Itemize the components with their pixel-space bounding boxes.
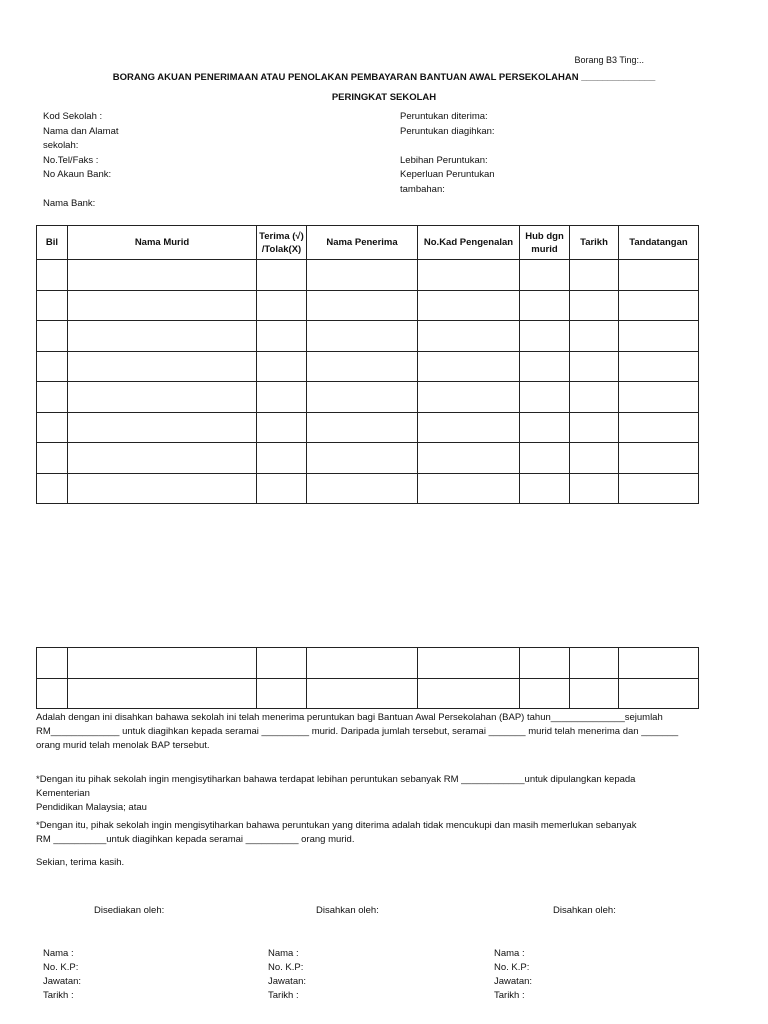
- table-cell[interactable]: [570, 321, 619, 352]
- table-cell[interactable]: [68, 412, 257, 443]
- table-cell[interactable]: [68, 290, 257, 321]
- declaration-line: orang murid telah menolak BAP tersebut.: [36, 740, 210, 751]
- table-cell[interactable]: [37, 260, 68, 291]
- table-cell[interactable]: [418, 290, 520, 321]
- spacer: [43, 183, 119, 198]
- table-cell[interactable]: [37, 351, 68, 382]
- table-cell[interactable]: [520, 412, 570, 443]
- table-cell[interactable]: [257, 678, 307, 709]
- table-cell[interactable]: [307, 382, 418, 413]
- surplus-line: Pendidikan Malaysia; atau: [36, 802, 147, 813]
- header-tarikh: Tarikh: [570, 226, 619, 260]
- table-cell[interactable]: [68, 321, 257, 352]
- approved-by-label: Disahkan oleh:: [316, 905, 379, 916]
- table-cell[interactable]: [68, 473, 257, 504]
- table-cell[interactable]: [307, 260, 418, 291]
- sig-jawatan: Jawatan:: [268, 976, 307, 987]
- table-cell[interactable]: [418, 473, 520, 504]
- table-cell[interactable]: [418, 443, 520, 474]
- table-cell[interactable]: [37, 648, 68, 679]
- table-cell[interactable]: [520, 351, 570, 382]
- table-cell[interactable]: [570, 290, 619, 321]
- sig-nama: Nama :: [268, 948, 299, 959]
- table-cell[interactable]: [307, 351, 418, 382]
- table-cell[interactable]: [68, 382, 257, 413]
- signature-block-3: [494, 947, 532, 1003]
- table-cell[interactable]: [520, 382, 570, 413]
- closing-text: Sekian, terima kasih.: [36, 857, 125, 868]
- surplus-paragraph: [36, 773, 696, 815]
- table-cell[interactable]: [257, 473, 307, 504]
- declaration-line: RM_____________ untuk diagihkan kepada seramai _________ murid. Daripada jumlah tersebut, seramai _______ murid telah menerima dan _______: [36, 726, 679, 737]
- field-kod-sekolah: Kod Sekolah :: [43, 111, 103, 122]
- table-cell[interactable]: [619, 321, 699, 352]
- table-cell[interactable]: [68, 351, 257, 382]
- table-cell[interactable]: [570, 412, 619, 443]
- table-cell[interactable]: [520, 648, 570, 679]
- header-nama-penerima: Nama Penerima: [307, 226, 418, 260]
- table-cell[interactable]: [257, 351, 307, 382]
- table-cell[interactable]: [257, 382, 307, 413]
- table-row: [37, 443, 699, 474]
- table-cell[interactable]: [418, 648, 520, 679]
- allocation-fields: [400, 110, 495, 197]
- sig-no-kp: No. K.P:: [43, 962, 79, 973]
- table-cell[interactable]: [418, 678, 520, 709]
- table-cell[interactable]: [418, 260, 520, 291]
- table-cell[interactable]: [520, 290, 570, 321]
- field-lebihan: Lebihan Peruntukan:: [400, 154, 488, 166]
- signature-block-1: [43, 947, 81, 1003]
- surplus-line: *Dengan itu pihak sekolah ingin mengisytiharkan bahawa terdapat lebihan peruntukan sebanyak RM ____________untuk dipulangkan kepada: [36, 774, 636, 785]
- form-subtitle: PERINGKAT SEKOLAH: [331, 92, 437, 103]
- table-cell[interactable]: [307, 648, 418, 679]
- table-cell[interactable]: [37, 412, 68, 443]
- table-cell[interactable]: [307, 321, 418, 352]
- signature-block-2: [268, 947, 306, 1003]
- field-no-akaun: No Akaun Bank:: [43, 169, 112, 180]
- table-cell[interactable]: [37, 321, 68, 352]
- field-peruntukan-diterima: Peruntukan diterima:: [400, 111, 488, 122]
- spacer: [400, 139, 495, 154]
- table-cell[interactable]: [520, 678, 570, 709]
- header-terima-tolak: Terima (√) /Tolak(X): [257, 226, 307, 260]
- table-cell[interactable]: [37, 473, 68, 504]
- table-cell[interactable]: [257, 412, 307, 443]
- shortfall-paragraph: [36, 819, 696, 847]
- field-nama-bank: Nama Bank:: [43, 198, 96, 209]
- table-cell[interactable]: [307, 678, 418, 709]
- shortfall-line: *Dengan itu, pihak sekolah ingin mengisytiharkan bahawa peruntukan yang diterima adalah tidak mencukupi dan masih memerlukan sebanyak: [36, 820, 637, 831]
- table-cell[interactable]: [257, 443, 307, 474]
- table-cell[interactable]: [520, 260, 570, 291]
- table-cell[interactable]: [37, 290, 68, 321]
- table-cell[interactable]: [257, 260, 307, 291]
- prepared-by-label: Disediakan oleh:: [94, 905, 165, 916]
- table-cell[interactable]: [520, 443, 570, 474]
- table-cell[interactable]: [68, 443, 257, 474]
- header-no-kad: No.Kad Pengenalan: [418, 226, 520, 260]
- table-cell[interactable]: [619, 290, 699, 321]
- table-cell[interactable]: [418, 382, 520, 413]
- sig-tarikh: Tarikh :: [494, 990, 525, 1001]
- recipients-table-continued: [36, 647, 699, 709]
- table-cell[interactable]: [619, 382, 699, 413]
- form-title: BORANG AKUAN PENERIMAAN ATAU PENOLAKAN PEMBAYARAN BANTUAN AWAL PERSEKOLAHAN ______________: [112, 72, 656, 83]
- table-cell[interactable]: [418, 412, 520, 443]
- table-row: [37, 260, 699, 291]
- sig-tarikh: Tarikh :: [43, 990, 74, 1001]
- table-row: [37, 473, 699, 504]
- table-cell[interactable]: [68, 678, 257, 709]
- table-cell[interactable]: [619, 648, 699, 679]
- table-cell[interactable]: [619, 443, 699, 474]
- sig-nama: Nama :: [43, 948, 74, 959]
- table-cell[interactable]: [570, 473, 619, 504]
- table-row: [37, 412, 699, 443]
- table-cell[interactable]: [418, 321, 520, 352]
- table-row: [37, 321, 699, 352]
- header-tandatangan: Tandatangan: [619, 226, 699, 260]
- table-cell[interactable]: [520, 321, 570, 352]
- table-cell[interactable]: [570, 382, 619, 413]
- table-cell[interactable]: [570, 260, 619, 291]
- declaration-line: Adalah dengan ini disahkan bahawa sekolah ini telah menerima peruntukan bagi Bantuan Awal Persekolahan (BAP) tahun______________sejumlah: [36, 712, 663, 723]
- approved-by-label-2: Disahkan oleh:: [553, 905, 616, 916]
- table-row: [37, 351, 699, 382]
- table-cell[interactable]: [619, 412, 699, 443]
- table-row: [37, 678, 699, 709]
- table-cell[interactable]: [37, 443, 68, 474]
- table-cell[interactable]: [570, 678, 619, 709]
- table-cell[interactable]: [257, 648, 307, 679]
- table-cell[interactable]: [307, 473, 418, 504]
- table-cell[interactable]: [570, 648, 619, 679]
- sig-nama: Nama :: [494, 948, 525, 959]
- declaration-paragraph: [36, 711, 696, 753]
- header-hub-murid: Hub dgn murid: [520, 226, 570, 260]
- table-cell[interactable]: [619, 678, 699, 709]
- table-cell[interactable]: [257, 290, 307, 321]
- sig-no-kp: No. K.P:: [494, 962, 530, 973]
- table-cell[interactable]: [619, 351, 699, 382]
- surplus-line: Kementerian: [36, 788, 90, 799]
- field-nama-alamat: Nama dan Alamat: [43, 125, 119, 137]
- table-cell[interactable]: [307, 412, 418, 443]
- sig-jawatan: Jawatan:: [43, 976, 82, 987]
- school-info-fields: [43, 110, 119, 212]
- table-cell[interactable]: [619, 260, 699, 291]
- table-cell[interactable]: [619, 473, 699, 504]
- table-row: [37, 648, 699, 679]
- field-peruntukan-diagihkan: Peruntukan diagihkan:: [400, 125, 495, 137]
- table-cell[interactable]: [307, 290, 418, 321]
- table-cell[interactable]: [68, 260, 257, 291]
- field-sekolah: sekolah:: [43, 140, 79, 151]
- table-cell[interactable]: [570, 351, 619, 382]
- header-bil: Bil: [37, 226, 68, 260]
- field-keperluan: Keperluan Peruntukan: [400, 169, 495, 180]
- table-cell[interactable]: [570, 443, 619, 474]
- header-nama-murid: Nama Murid: [68, 226, 257, 260]
- field-tambahan: tambahan:: [400, 183, 445, 195]
- sig-no-kp: No. K.P:: [268, 962, 304, 973]
- table-row: [37, 382, 699, 413]
- field-no-tel: No.Tel/Faks :: [43, 154, 99, 166]
- form-reference: Borang B3 Ting:..: [574, 55, 644, 65]
- shortfall-line: RM __________untuk diagihkan kepada seramai __________ orang murid.: [36, 834, 355, 845]
- table-cell[interactable]: [68, 648, 257, 679]
- table-cell[interactable]: [37, 678, 68, 709]
- table-cell[interactable]: [37, 382, 68, 413]
- table-cell[interactable]: [257, 321, 307, 352]
- table-cell[interactable]: [307, 443, 418, 474]
- table-row: [37, 290, 699, 321]
- table-cell[interactable]: [520, 473, 570, 504]
- table-header-row: [37, 226, 699, 260]
- recipients-table: [36, 225, 699, 504]
- sig-jawatan: Jawatan:: [494, 976, 533, 987]
- table-cell[interactable]: [418, 351, 520, 382]
- sig-tarikh: Tarikh :: [268, 990, 299, 1001]
